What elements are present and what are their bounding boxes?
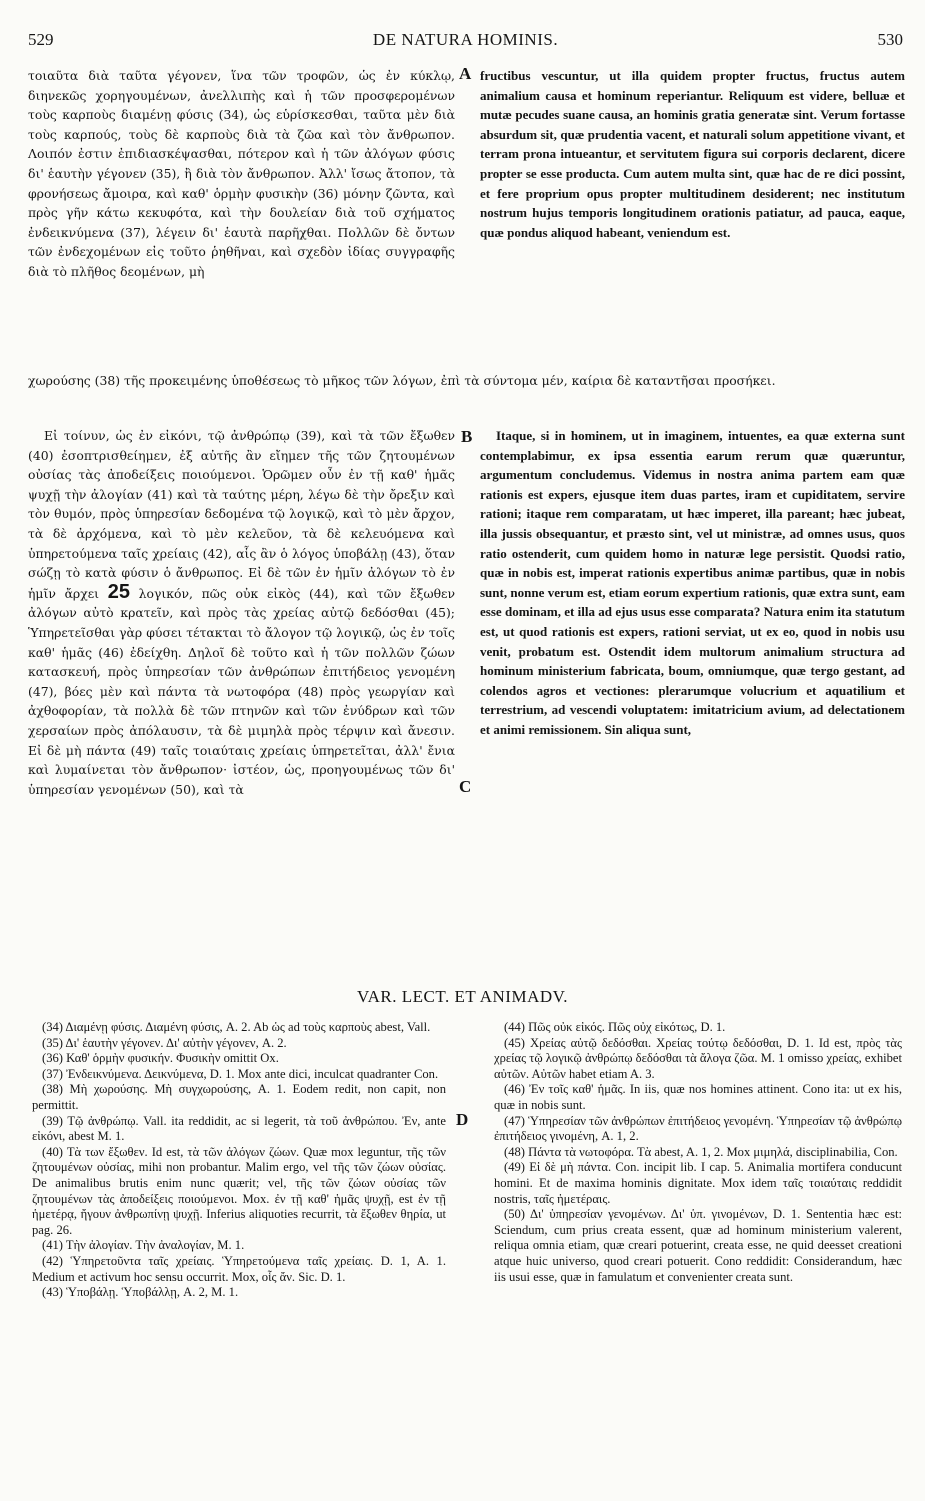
note-37: (37) Ἐνδεικνύμενα. Δεικνύμενα, D. 1. Mox ante dici, inculcat quadranter Con. bbox=[42, 1066, 439, 1081]
margin-marker-c: C bbox=[459, 777, 472, 796]
note-48: (48) Πάντα τὰ νωτοφόρα. Τὰ abest, A. 1, 2. Mox μιμηλά, disciplinabilia, Con. bbox=[504, 1144, 898, 1159]
notes-left-column bbox=[32, 1020, 446, 1301]
note-43: (43) Ὑποβάλῃ. Ὑποβάλλῃ, A. 2, M. 1. bbox=[42, 1285, 239, 1300]
page-title: DE NATURA HOMINIS. bbox=[372, 30, 559, 49]
latin-column-bottom bbox=[480, 426, 905, 740]
greek-paragraph-2 bbox=[28, 426, 455, 799]
latin-paragraph-2: Itaque, si in hominem, ut in imaginem, intuentes, ea quæ externa sunt contemplabimur, ex ipsa essentia earum rerum quæ quæruntur, argumentum concludemus. Videmus in nostra anima partem eam quæ rationis est expers, ejusque item duas partes, iram et cupiditatem, servire rationi; itaque rem comparatam, ut hæc imperet, illa pareant; hæc jubeat, illa jussis obsequantur, et præsto sint, vel ut ministræ, ad omnes usus, quos ratio ostenderit, cum quidem homo in naturæ lege persistit. Quodsi ratio, quæ in nobis est, imperat rationis expertibus animæ partibus, quæ in nobis sunt, nonne verum est, etiam eorum expertium rationis, quæ extra sunt, eam esse dominam, et illa ad ejus usus esse comparata? Natura enim ita statutum est, ut quod rationis est expers, rationi serviat, ut ex eo, quod in nobis usu venit, probatum est. Ostendit idem multorum animalium structura ad hominum ministerium fabricata, boum, omniumque, quæ tergo gestant, ad colendos agros et vectiones: plerarumque volucrium et aquatilium et terrestrium, ad vescendi voluptatem: imitatricium avium, ad delectationem et animi remissionem. Sin aliqua sunt, bbox=[480, 428, 905, 737]
note-40: (40) Τὰ των ἔξωθεν. Id est, τὰ τῶν ἀλόγων ζώων. Quæ mox leguntur, τῆς τῶν ζητουμένων οὐσίας, mihi non probantur. Malim ergo, vel τῆς τῶν ζώων οὐσίας. De animalibus brutis enim nunc quærit; vel, τῆς τῶν ζώων οὐσίας τῶν ζητουμένων τὰς ἀποδείξεις ποιούμενοι. Mox. ἐν τῇ καθ' ἡμᾶς ψυχῇ, est ἐν τῇ ἡμετέρᾳ, ἤγουν ἀνθρωπίνῃ ψυχῇ. Inferius aliquoties recurrit, τὰ ἔξωθεν θηρία, ut pag. 26. bbox=[32, 1144, 446, 1237]
note-36: (36) Καθ' ὁρμὴν φυσικήν. Φυσικὴν omittit Ox. bbox=[42, 1051, 279, 1066]
note-44: (44) Πῶς οὐκ εἰκός. Πῶς οὐχ εἰκότως, D. 1. bbox=[504, 1020, 726, 1034]
latin-paragraph-1: fructibus vescuntur, ut illa quidem propter fructus, fructus autem animalium causa et hominum reperiantur. Reliquum est videre, belluæ et mutæ pecudes suane causa, an hominis gratia generatæ sint. Verum fortasse absurdum sit, quæ prudentia vacent, et naturali solum appetitione vivant, et terram prona intueantur, et servitutem figura sui corporis declarent, dicere propter se esse producta. Cum autem multa sint, quæ hac de re dici possint, et fere proprium opus propter multitudinem desiderent; nec institutum nostrum hujus temporis longitudinem orationis patiatur, ad pauca, eaque, quæ pondus aliquod habeant, veniendum est. bbox=[480, 68, 905, 240]
greek-column-top bbox=[28, 66, 455, 282]
greek-paragraph-2b: λογικόν, πῶς οὐκ εἰκὸς (44), καὶ τῶν ἔξωθεν ἀλόγων αὐτὸ κρατεῖν, καὶ πρὸς τὰς χρείας αὐτῷ δεδόσθαι (45); Ὑπηρετεῖσθαι γὰρ φύσει τέτακται τὸ ἄλογον τῷ λογικῷ, ὡς ἐν τοῖς καθ' ἡμᾶς (46) ἐδείχθη. Δηλοῖ δὲ τοῦτο καὶ ἡ τῶν πολλῶν ζώων κατασκευή, πρὸς ὑπηρεσίαν τῶν ἀνθρώπων ἐπιτήδειος γενομένη (47), βόες μὲν καὶ πάντα τὰ νωτοφόρα (48) πρὸς γεωργίαν καὶ ἀχθοφορίαν, τὰ πολλὰ δὲ τῶν πτηνῶν καὶ τῶν ἐνύδρων καὶ τῶν χερσαίων πρὸς ἀπόλαυσιν, τὰ δὲ μιμηλὰ πρὸς τέρψιν καὶ ἄνεσιν. Εἰ δὲ μὴ πάντα (49) ταῖς τοιαύταις χρείαις ὑπηρετεῖται, ἀλλ' ἔνια καὶ λυμαίνεται τὸν ἄνθρωπον· ἰστέον, ὡς, προηγουμένως τῶν δι' ὑπηρεσίαν γενομένων (50), καὶ τὰ bbox=[28, 585, 455, 797]
greek-column-bottom bbox=[28, 426, 455, 799]
note-41: (41) Τὴν ἀλογίαν. Τὴν ἀναλογίαν, M. 1. bbox=[42, 1238, 245, 1253]
note-47: (47) Ὑπηρεσίαν τῶν ἀνθρώπων ἐπιτήδειος γενομένη. Ὑπηρεσίαν τῷ ἀνθρώπῳ ἐπιτήδειος γινομένη, A. 1, 2. bbox=[494, 1113, 902, 1144]
note-45: (45) Χρείας αὐτῷ δεδόσθαι. Χρείας τούτῳ δεδόσθαι, D. 1. Id est, πρὸς τὰς χρείας τῷ λογικῷ ἀνθρώπῳ δεδόσθαι τὰ ἄλογα ζῶα. M. 1 omisso χρείας, exhibet αὐτῶν. Αὐτῶν habet etiam A. 3. bbox=[494, 1035, 902, 1081]
greek-paragraph-1: τοιαῦτα διὰ ταῦτα γέγονεν, ἵνα τῶν τροφῶν, ὡς ἐν κύκλῳ, διηνεκῶς χορηγουμένων, ἀνελλιπὴς καὶ ἡ τῶν προσφερομένων τοὺς καρποὺς διαμένῃ φύσις (34), ὡς εὑρίσκεσθαι, ταῦτα μὲν διὰ τοὺς καρπούς, τοὺς δὲ καρποὺς διὰ τὰ ζῶα καὶ τὸν ἄνθρωπον. Λοιπόν ἐστιν ἐπιδιασκέψασθαι, πότερον καὶ ἡ τῶν ἀλόγων φύσις δι' ἑαυτὴν γέγονεν (35), ἢ διὰ τὸν ἄνθρωπον. Ἀλλ' ἴσως ἄτοπον, τὰ φρονήσεως ἄμοιρα, καὶ καθ' ὁρμὴν φυσικὴν (36) μόνην ζῶντα, καὶ πρὸς γῆν κάτω κεκυφότα, καὶ τὴν δουλείαν διὰ τοῦ σχήματος ἐνδεικνύμενα (37), λέγειν δι' ἑαυτὰ παρῆχθαι. Πολλῶν δὲ ὄντων τῶν ἐνδεχομένων εἰς τοῦτο ῥηθῆναι, καὶ σχεδὸν ἰδίας συγγραφῆς διὰ τὸ πλῆθος δεομένων, μὴ bbox=[28, 68, 455, 279]
margin-marker-d: D bbox=[456, 1110, 469, 1129]
note-35: (35) Δι' ἑαυτὴν γέγονεν. Δι' αὐτὴν γέγονεν, A. 2. bbox=[42, 1035, 287, 1050]
running-header bbox=[28, 30, 903, 54]
column-number-marker: 25 bbox=[107, 580, 130, 603]
note-39: (39) Τῷ ἀνθρώπῳ. Vall. ita reddidit, ac si legerit, τὰ τοῦ ἀνθρώπου. Ἐν, ante εἰκόνι, abest M. 1. bbox=[32, 1113, 446, 1144]
notes-right-column bbox=[494, 1020, 902, 1285]
note-42: (42) Ὑπηρετοῦντα ταῖς χρείαις. Ὑπηρετούμενα ταῖς χρείαις. D. 1, A. 1. Medium et activum hoc sensu occurrit. Mox, οἷς ἄν. Sic. D. 1. bbox=[32, 1253, 446, 1284]
page-number-right: 530 bbox=[877, 30, 903, 49]
note-38: (38) Μὴ χωρούσης. Μὴ συγχωρούσης, A. 1. Eodem redit, non capit, non permittit. bbox=[32, 1082, 446, 1112]
margin-marker-b: B bbox=[461, 427, 473, 446]
latin-column-top bbox=[480, 66, 905, 242]
section-title: VAR. LECT. ET ANIMADV. bbox=[357, 987, 568, 1006]
greek-full-width-line bbox=[28, 371, 905, 391]
note-49: (49) Εἰ δὲ μὴ πάντα. Con. incipit lib. I cap. 5. Animalia mortifera conducunt homini. Et de maxima hominis dignitate. Mox idem ταῖς τοιαύταις reddidit nostris, ταῖς ἡμετέραις. bbox=[494, 1160, 902, 1206]
greek-paragraph-2a: Εἰ τοίνυν, ὡς ἐν εἰκόνι, τῷ ἀνθρώπῳ (39), καὶ τὰ τῶν ἔξωθεν (40) ἐσοπτρισθείημεν, ἐξ αὐτῆς ἂν εἴημεν τῆς τῶν ζητουμένων οὐσίας τὰς ἀποδείξεις ποιούμενοι. Ὁρῶμεν οὖν ἐν τῇ καθ' ἡμᾶς ψυχῇ τὴν ἀλογίαν (41) καὶ τὰ ταύτης μέρη, λέγω δὲ τὴν ὄρεξιν καὶ τὸν θυμόν, πρὸς ὑπηρεσίαν δεδομένα τῷ λογικῷ, καὶ τὸ μὲν ἄρχον, τὰ δὲ ἀρχόμενα, καὶ τὸ μὲν κελεῦον, τὰ δὲ κελευόμενα καὶ ὑπηρετούμενα ταῖς χρείαις (42), αἷς ἂν ὁ λόγος ὑποβάλῃ (43), ὅταν σώζῃ τὸ κατὰ φύσιν ὁ ἄνθρωπος. Εἰ δὲ τῶν ἐν ἡμῖν ἀλόγων τὸ ἐν ἡμῖν ἄρχει bbox=[28, 428, 455, 601]
note-46: (46) Ἐν τοῖς καθ' ἡμᾶς. In iis, quæ nos homines attinent. Cono ita: ut ex his, quæ in nobis sunt. bbox=[494, 1082, 902, 1112]
page-number-left: 529 bbox=[28, 30, 54, 49]
note-50: (50) Δι' ὑπηρεσίαν γενομένων. Δι' ὑπ. γινομένων, D. 1. Sententia hæc est: Sciendum, cum prius creata essent, quæ ad hominum ministerium valerent, reliqua omnia etiam, quæ creari potuerint, creata esse, ne quid deesset creationi atque huic universo, quod creari potuerit. Cono reddidit: Considerandum, hæc iis usui esse, quæ in famulatum et convenienter creata sunt. bbox=[494, 1207, 902, 1284]
greek-full-line: χωρούσης (38) τῆς προκειμένης ὑποθέσεως τὸ μῆκος τῶν λόγων, ἐπὶ τὰ σύντομα μέν, καίρια δὲ καταντῆσαι προσήκει. bbox=[28, 373, 776, 388]
note-34: (34) Διαμένῃ φύσις. Διαμένη φύσις, A. 2. Ab ὡς ad τοὺς καρποὺς abest, Vall. bbox=[42, 1020, 431, 1034]
margin-marker-a: A bbox=[459, 64, 472, 83]
